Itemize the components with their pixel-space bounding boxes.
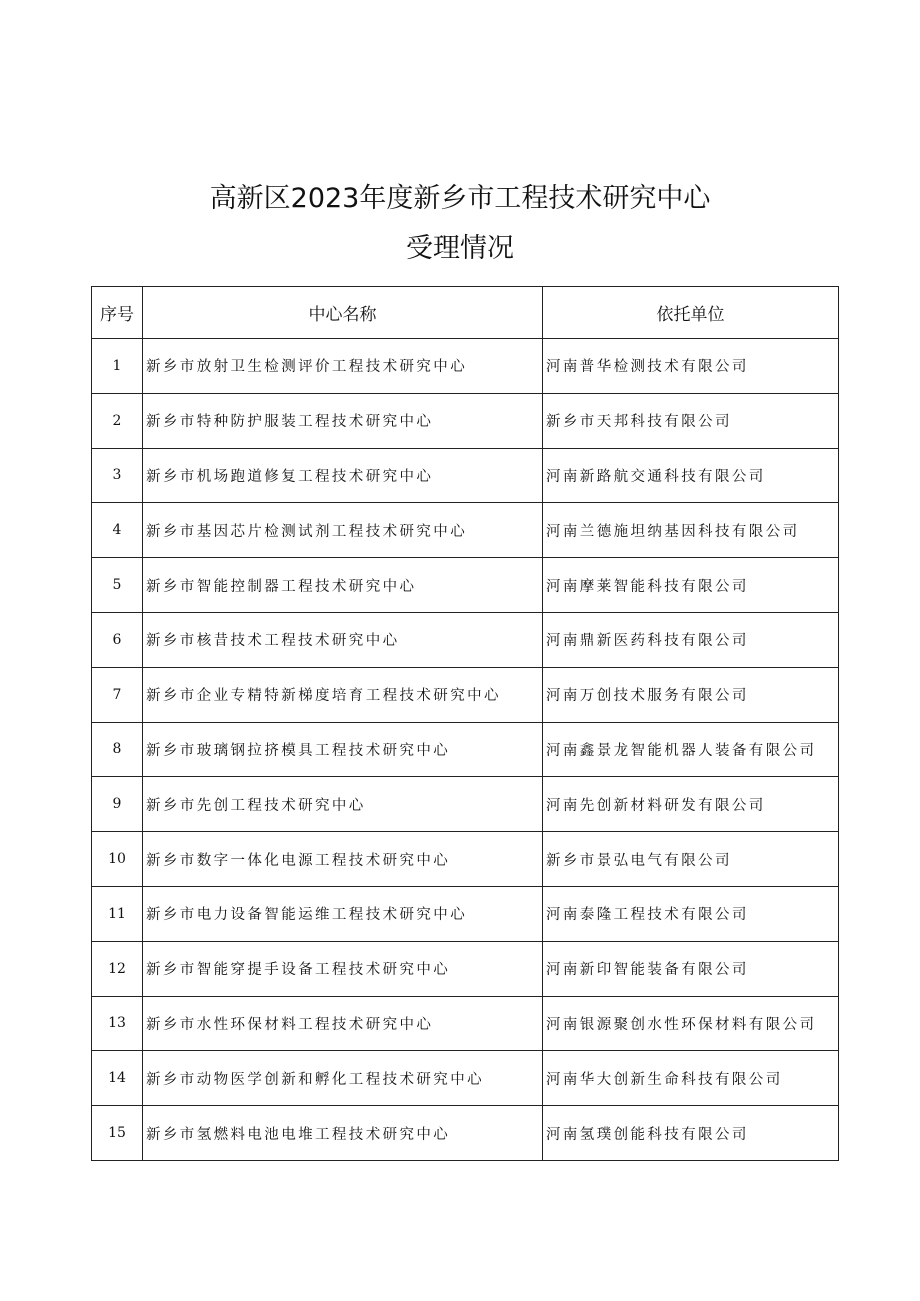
row-center-name: 新乡市氢燃料电池电堆工程技术研究中心 <box>143 1106 543 1161</box>
table-row <box>92 558 839 613</box>
row-center-name: 新乡市放射卫生检测评价工程技术研究中心 <box>143 339 543 394</box>
row-org: 河南兰德施坦纳基因科技有限公司 <box>543 503 839 558</box>
page-title: 高新区2023年度新乡市工程技术研究中心 <box>209 183 711 214</box>
table-row <box>92 667 839 722</box>
row-org: 新乡市景弘电气有限公司 <box>543 832 839 887</box>
table-row <box>92 448 839 503</box>
row-center-name: 新乡市核昔技术工程技术研究中心 <box>143 612 543 667</box>
row-center-name: 新乡市特种防护服装工程技术研究中心 <box>143 393 543 448</box>
row-center-name: 新乡市智能穿提手设备工程技术研究中心 <box>143 941 543 996</box>
row-no: 2 <box>92 393 143 448</box>
row-center-name: 新乡市数字一体化电源工程技术研究中心 <box>143 832 543 887</box>
row-no: 7 <box>92 667 143 722</box>
table-row <box>92 1051 839 1106</box>
row-org: 河南鼎新医药科技有限公司 <box>543 612 839 667</box>
row-no: 11 <box>92 886 143 941</box>
row-org: 河南氢璞创能科技有限公司 <box>543 1106 839 1161</box>
row-no: 15 <box>92 1106 143 1161</box>
row-no: 5 <box>92 558 143 613</box>
row-org: 河南先创新材料研发有限公司 <box>543 777 839 832</box>
table-row <box>92 941 839 996</box>
row-org: 河南新路航交通科技有限公司 <box>543 448 839 503</box>
table-header-row <box>92 287 839 339</box>
header-org: 依托单位 <box>543 287 839 339</box>
table-row <box>92 339 839 394</box>
header-center-name: 中心名称 <box>143 287 543 339</box>
row-org: 河南泰隆工程技术有限公司 <box>543 886 839 941</box>
row-org: 河南银源聚创水性环保材料有限公司 <box>543 996 839 1051</box>
row-org: 河南摩莱智能科技有限公司 <box>543 558 839 613</box>
row-no: 1 <box>92 339 143 394</box>
row-center-name: 新乡市机场跑道修复工程技术研究中心 <box>143 448 543 503</box>
row-center-name: 新乡市先创工程技术研究中心 <box>143 777 543 832</box>
row-center-name: 新乡市电力设备智能运维工程技术研究中心 <box>143 886 543 941</box>
row-org: 河南华大创新生命科技有限公司 <box>543 1051 839 1106</box>
table-row <box>92 503 839 558</box>
row-no: 8 <box>92 722 143 777</box>
table-row <box>92 886 839 941</box>
row-no: 13 <box>92 996 143 1051</box>
row-org: 河南新印智能装备有限公司 <box>543 941 839 996</box>
row-org: 河南普华检测技术有限公司 <box>543 339 839 394</box>
page-subtitle: 受理情况 <box>406 233 514 264</box>
row-no: 12 <box>92 941 143 996</box>
row-org: 河南鑫景龙智能机器人装备有限公司 <box>543 722 839 777</box>
table-row <box>92 996 839 1051</box>
row-center-name: 新乡市水性环保材料工程技术研究中心 <box>143 996 543 1051</box>
row-no: 3 <box>92 448 143 503</box>
header-no: 序号 <box>92 287 143 339</box>
row-center-name: 新乡市玻璃钢拉挤模具工程技术研究中心 <box>143 722 543 777</box>
table-row <box>92 1106 839 1161</box>
row-center-name: 新乡市企业专精特新梯度培育工程技术研究中心 <box>143 667 543 722</box>
centers-table <box>91 286 839 1161</box>
row-org: 新乡市天邦科技有限公司 <box>543 393 839 448</box>
table-row <box>92 393 839 448</box>
table-row <box>92 777 839 832</box>
table-row <box>92 722 839 777</box>
row-center-name: 新乡市基因芯片检测试剂工程技术研究中心 <box>143 503 543 558</box>
row-center-name: 新乡市动物医学创新和孵化工程技术研究中心 <box>143 1051 543 1106</box>
row-center-name: 新乡市智能控制器工程技术研究中心 <box>143 558 543 613</box>
row-no: 6 <box>92 612 143 667</box>
row-no: 14 <box>92 1051 143 1106</box>
table-row <box>92 832 839 887</box>
row-no: 10 <box>92 832 143 887</box>
row-no: 4 <box>92 503 143 558</box>
row-no: 9 <box>92 777 143 832</box>
row-org: 河南万创技术服务有限公司 <box>543 667 839 722</box>
table-row <box>92 612 839 667</box>
